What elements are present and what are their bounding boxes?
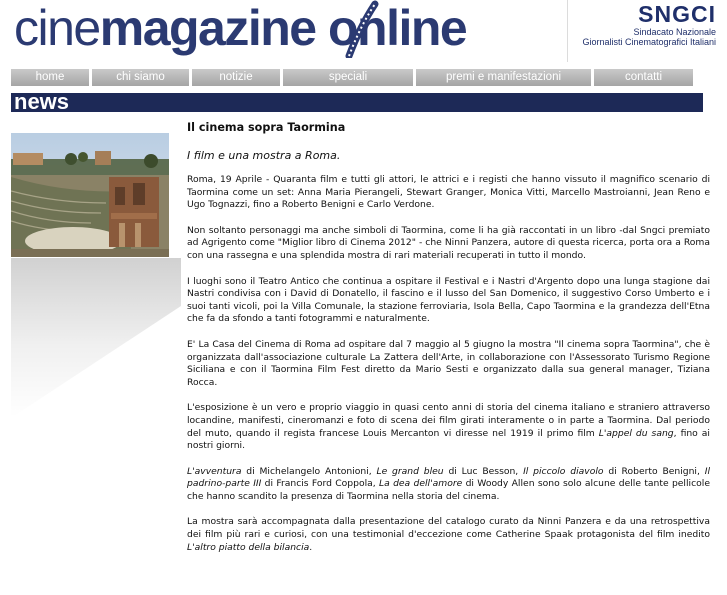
article-paragraph — [187, 516, 710, 554]
sngci-acronym: SNGCI — [638, 1, 716, 27]
text-run: La mostra sarà accompagnata dalla presentazione del catalogo curato da Ninni Panzera e da una retrospettiva dei film più rari e curiosi, con una testimonial d'eccezione come Catherine Spaak protagonista del film inedito — [187, 516, 710, 541]
article-paragraph — [187, 402, 710, 452]
teatro-antico-image — [11, 133, 169, 257]
text-run: di Luc Besson, — [443, 465, 524, 477]
nav-speciali[interactable]: speciali — [283, 69, 413, 86]
sngci-line1: Sindacato Nazionale — [633, 27, 716, 37]
site-logo[interactable] — [14, 0, 466, 58]
site-header — [0, 0, 727, 68]
film-strip-icon — [345, 0, 385, 58]
sngci-line2: Giornalisti Cinematografici Italiani — [582, 37, 716, 47]
film-title: Il piccolo diavolo — [523, 465, 604, 477]
nav-premi-e-manifestazioni[interactable]: premi e manifestazioni — [416, 69, 591, 86]
article-paragraph: Non soltanto personaggi ma anche simboli di Taormina, come li ha già raccontati in un libro -dal Sngci premiato ad Agrigento come "Miglior libro di Cinema 2012" - che Ninni Panzera, autore di questa ricerca, porta ora a Roma con una rassegna e una splendida mostra di rari materiali recuperati in tutto il mondo. — [187, 224, 710, 261]
article-subtitle: I film e una mostra a Roma. — [187, 149, 341, 162]
article-paragraph: E' La Casa del Cinema di Roma ad ospitare dal 7 maggio al 5 giugno la mostra "Il cinema sopra Taormina", che è organizzata dall'associazione culturale La Zattera dell'Arte, in collaborazione con l'Assessorato Turismo Regione Siciliana e con il Taormina Film Fest diretto da Mario Sesti e organizzato dalla sua general manager, Tiziana Rocca. — [187, 338, 710, 388]
logo-slash — [316, 0, 328, 56]
main-nav — [11, 69, 711, 86]
text-run: di Michelangelo Antonioni, — [241, 465, 377, 477]
sngci-logo[interactable] — [576, 0, 716, 47]
nav-notizie[interactable]: notizie — [192, 69, 280, 86]
film-title: Le grand bleu — [376, 465, 444, 477]
nav-contatti[interactable]: contatti — [594, 69, 693, 86]
section-header-bar — [11, 89, 703, 114]
logo-text-online: online — [328, 0, 467, 56]
film-title: L'appel du sang — [598, 427, 674, 439]
article-paragraph: I luoghi sono il Teatro Antico che continua a ospitare il Festival e i Nastri d'Argento dopo una lunga stagione dai Nastri condivisa con i David di Donatello, il fascino e il lusso del San Domenico, il suggestivo Corso Umberto e i suoi tanti vicoli, poi la Villa Comunale, la stazione ferroviaria, Isola Bella, Capo Taormina e la grandezza dell'Etna che fa da sfondo a tanti fotogrammi e naturalmente. — [187, 275, 710, 325]
logo-text-magazine: magazine — [99, 0, 316, 56]
text-run: di Woody Allen sono solo alcune delle tante pellicole che hanno scandito la presenza di Taormina nella storia del cinema. — [187, 478, 710, 502]
article-body — [187, 121, 710, 567]
article-paragraph — [187, 466, 710, 504]
article-photo — [11, 133, 169, 257]
section-title: news — [14, 89, 70, 114]
text-run: di Roberto Benigni, — [603, 465, 705, 477]
logo-text-cine: cine — [14, 0, 100, 56]
article-paragraph: Roma, 19 Aprile - Quaranta film e tutti gli attori, le attrici e i registi che hanno vissuto il magnifico scenario di Taormina come un set: Anna Maria Pierangeli, Stewart Granger, Monica Vitti, Marcello Mastroianni, Jean Reno e Ugo Tognazzi, fino a Roberto Benigni e Carlo Verdone. — [187, 174, 710, 211]
text-run: L'esposizione è un vero e proprio viaggio in quasi cento anni di storia del cinema italiano e straniero attraverso locandine, manifesti, cineromanzi e foto di scena dei film girati interamente o in parte a Taormina. Dal periodo del muto, quando il regista francese Louis Mercanton vi diresse nel 1919 il primo film — [187, 402, 710, 439]
header-divider — [567, 0, 568, 62]
nav-home[interactable]: home — [11, 69, 89, 86]
film-title: L'altro piatto della bilancia — [187, 541, 310, 553]
text-run: , fino ai nostri giorni. — [187, 427, 710, 452]
film-title: Il padrino-parte III — [187, 465, 711, 490]
film-title: L'avventura — [187, 465, 242, 477]
article-title: Il cinema sopra Taormina — [187, 121, 346, 134]
nav-chi-siamo[interactable]: chi siamo — [92, 69, 189, 86]
film-title: La dea dell'amore — [379, 478, 463, 490]
photo-reflection — [11, 258, 181, 418]
text-run: . — [309, 541, 313, 553]
text-run: di Francis Ford Coppola, — [261, 478, 379, 490]
